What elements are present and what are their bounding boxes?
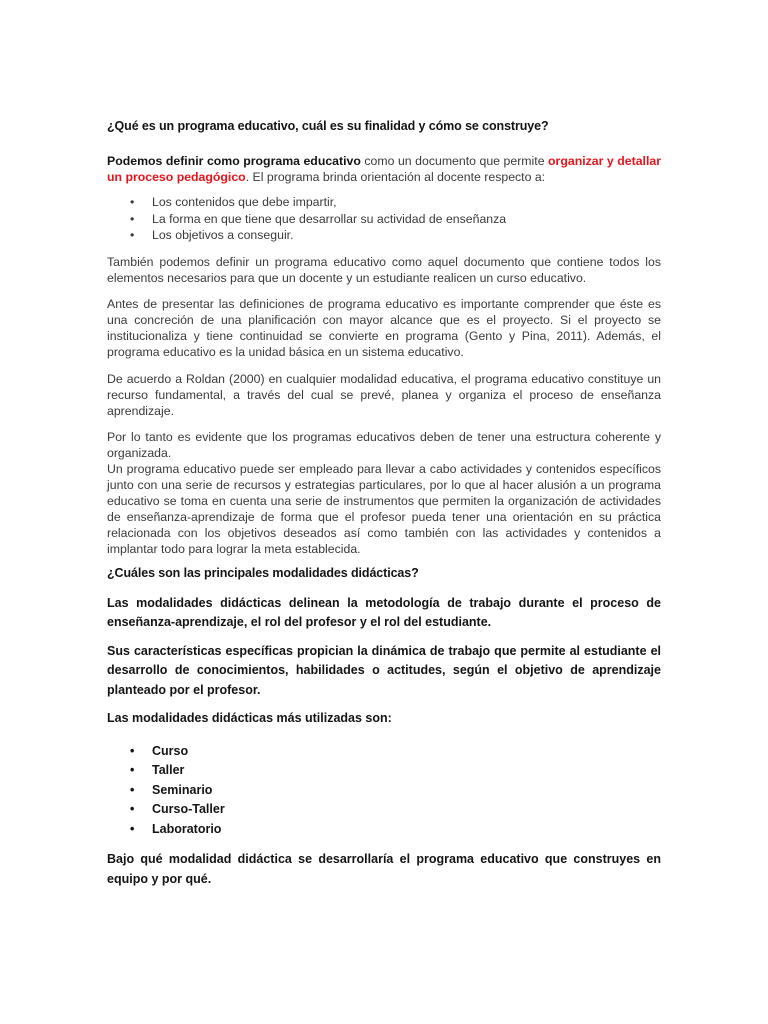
document-body [107,118,661,889]
paragraph-definicion [107,153,661,185]
paragraph-mas-utilizadas: Las modalidades didácticas más utilizadas son: [107,711,392,725]
bullet-icon: • [130,211,135,226]
list-item-text: Los objetivos a conseguir. [152,228,294,242]
bullet-icon: • [130,763,135,778]
list-modalidades [107,742,661,840]
bullet-icon: • [130,782,135,797]
list-item [107,781,661,801]
bullet-icon: • [130,228,135,242]
list-item [107,820,661,840]
bullet-icon: • [130,802,135,817]
paragraph-modalidades-delinean: Las modalidades didácticas delinean la metodología de trabajo durante el proceso de enseñanza-aprendizaje, el rol del profesor y el rol del estudiante. [107,595,661,629]
list-item [107,742,661,762]
list-item [107,227,661,244]
bullet-icon: • [130,743,135,758]
bullet-icon: • [130,821,135,836]
list-item-text: Laboratorio [152,821,222,836]
paragraph-un-programa: Un programa educativo puede ser empleado para llevar a cabo actividades y contenidos específicos junto con una serie de recursos y estrategias particulares, por lo que al hacer alusión a un programa educativo se toma en cuenta una serie de instrumentos que permiten la organización de actividades de enseñanza-aprendizaje de forma que el profesor pueda tener una orientación en su práctica relacionada con los objetivos deseados así como también con las actividades y contenidos a implantar todo para lograr la meta establecida. [107,461,661,556]
bullet-icon: • [130,195,135,209]
paragraph-pregunta-final: Bajo qué modalidad didáctica se desarrollaría el programa educativo que construyes en equipo y por qué. [107,852,661,886]
definicion-highlight: organizar y detallar un proceso pedagógico [107,154,661,184]
paragraph-caracteristicas: Sus características específicas propician la dinámica de trabajo que permite al estudiante el desarrollo de conocimientos, habilidades o actitudes, según el objetivo de aprendizaje planteado por el profesor. [107,643,661,697]
paragraph-por-lo-tanto: Por lo tanto es evidente que los programas educativos deben de tener una estructura coherente y organizada. [107,429,661,460]
list-item [107,194,661,211]
list-item-text: Taller [152,763,185,778]
definicion-bold: Podemos definir como programa educativo [107,154,361,168]
paragraph-roldan: De acuerdo a Roldan (2000) en cualquier modalidad educativa, el programa educativo constituye un recurso fundamental, a través del cual se prevé, planea y organiza el proceso de enseñanza aprendizaje. [107,371,661,418]
list-item [107,211,661,228]
paragraph-tambien: También podemos definir un programa educativo como aquel documento que contiene todos los elementos necesarios para que un docente y un estudiante realicen un curso educativo. [107,254,661,285]
list-orientacion [107,194,661,244]
heading-programa-educativo: ¿Qué es un programa educativo, cuál es su finalidad y cómo se construye? [107,119,549,133]
paragraph-antes: Antes de presentar las definiciones de programa educativo es importante comprender que éste es una concreción de una planificación con mayor alcance que es el proyecto. Si el proyecto se institucionaliza y tiene continuidad se convierte en programa (Gento y Pina, 2011). Además, el programa educativo es la unidad básica en un sistema educativo. [107,296,661,359]
list-item-text: La forma en que tiene que desarrollar su actividad de enseñanza [152,211,507,226]
list-item [107,800,661,820]
heading-modalidades: ¿Cuáles son las principales modalidades didácticas? [107,565,419,580]
definicion-text-a: como un documento que permite [360,154,549,168]
list-item-text: Curso-Taller [152,802,225,817]
list-item-text: Los contenidos que debe impartir, [152,195,337,209]
definicion-text-b: . El programa brinda orientación al docente respecto a: [245,170,546,184]
list-item-text: Curso [152,743,189,758]
list-item [107,761,661,781]
list-item-text: Seminario [152,782,213,797]
